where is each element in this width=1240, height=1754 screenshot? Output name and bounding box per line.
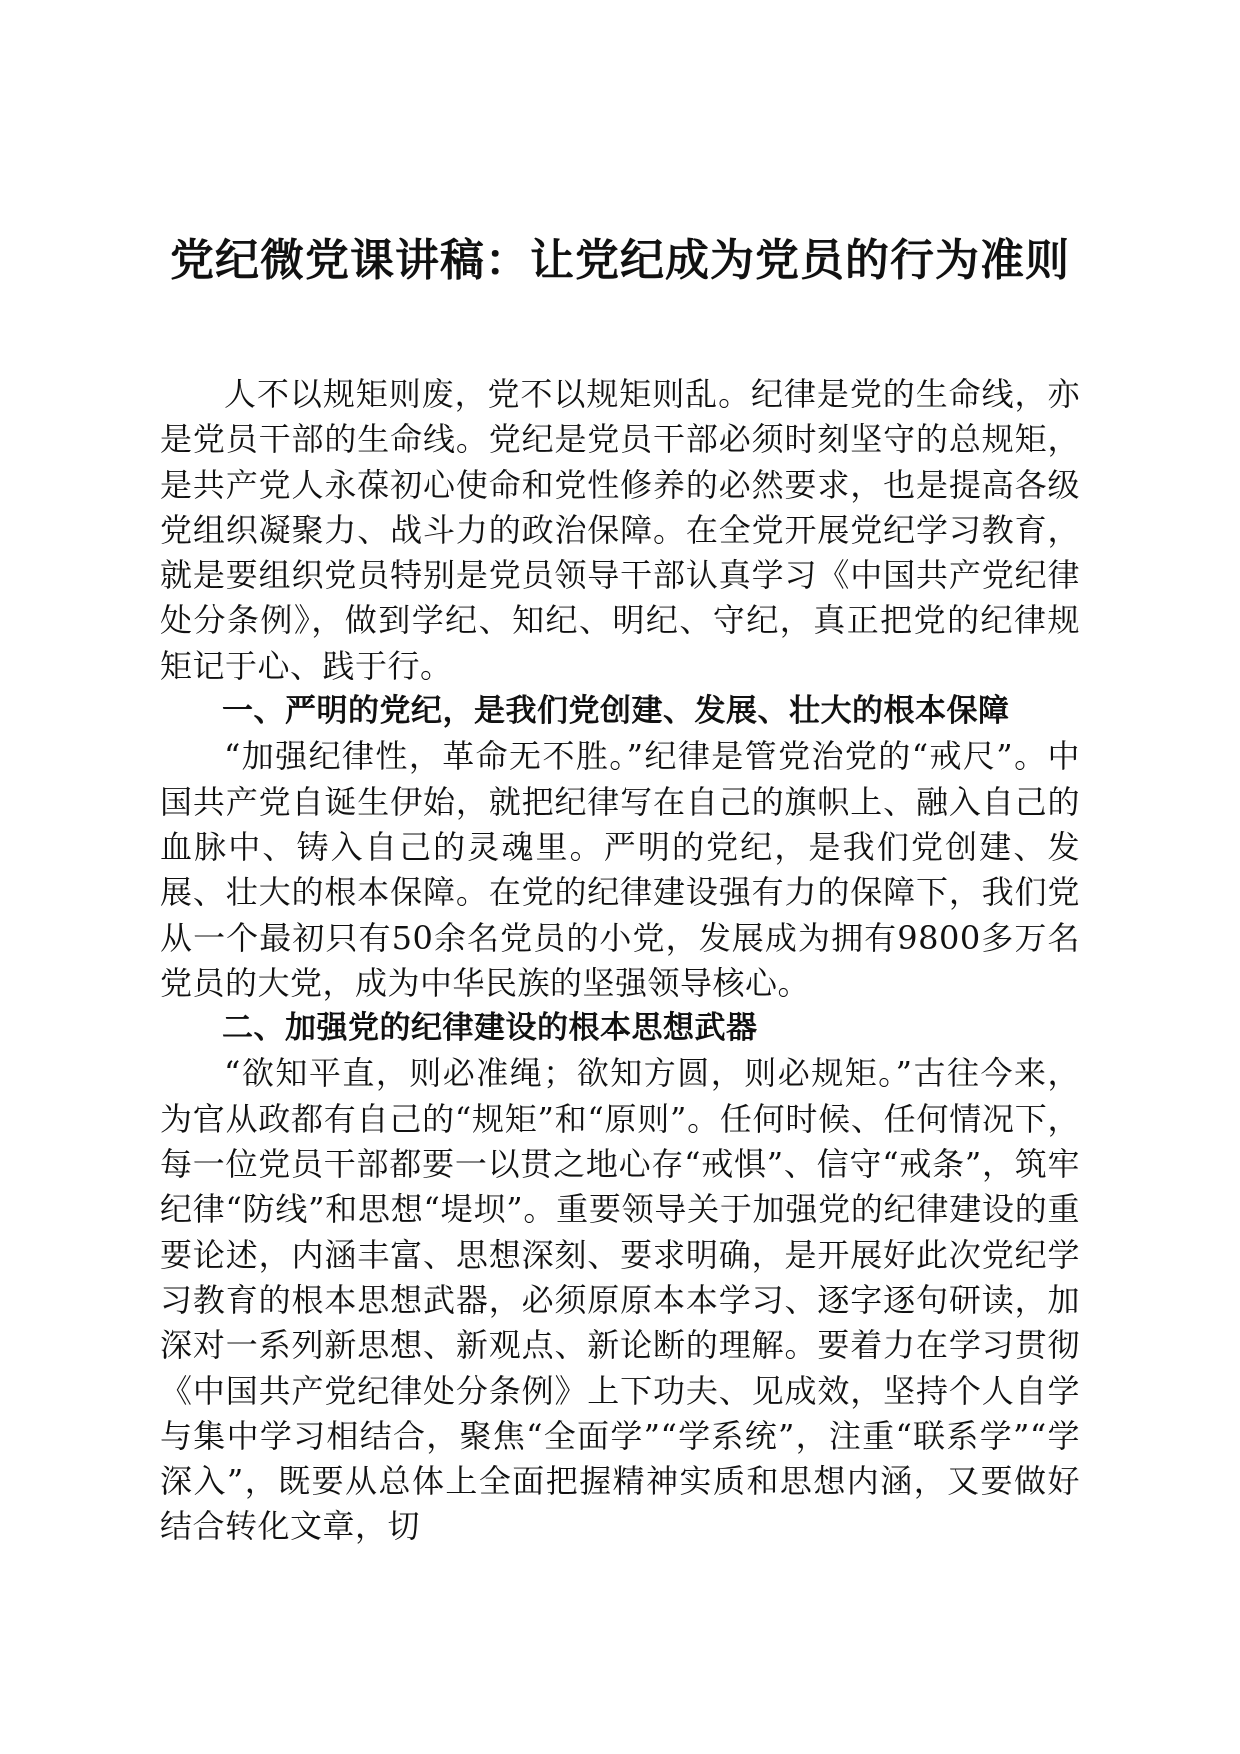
section-2-heading: 二、加强党的纪律建设的根本思想武器 — [222, 1010, 758, 1047]
section-2-paragraph: “欲知平直，则必准绳；欲知方圆，则必规矩。”古往今来，为官从政都有自己的“规矩”和“原则”。任何时候、任何情况下，每一位党员干部都要一以贯之地心存“戒惧”、信守“戒条”，筑牢纪律“防线”和思想“堤坝”。重要领导关于加强党的纪律建设的重要论述，内涵丰富、思想深刻、要求明确，是开展好此次党纪学习教育的根本思想武器，必须原原本本学习、逐字逐句研读，加深对一系列新思想、新观点、新论断的理解。要着力在学习贯彻《中国共产党纪律处分条例》上下功夫、见成效，坚持个人自学与集中学习相结合，聚焦“全面学”“学系统”，注重“联系学”“学深入”，既要从总体上全面把握精神实质和思想内涵，又要做好结合转化文章，切 — [160, 1054, 1080, 1546]
document-page — [160, 228, 1080, 1550]
section-1-paragraph: “加强纪律性，革命无不胜。”纪律是管党治党的“戒尺”。中国共产党自诞生伊始，就把纪律写在自己的旗帜上、融入自己的血脉中、铸入自己的灵魂里。严明的党纪，是我们党创建、发展、壮大的根本保障。在党的纪律建设强有力的保障下，我们党从一个最初只有50余名党员的小党，发展成为拥有9800多万名党员的大党，成为中华民族的坚强领导核心。 — [160, 737, 1080, 1002]
document-title: 党纪微党课讲稿：让党纪成为党员的行为准则 — [170, 235, 1070, 286]
section-1-heading: 一、严明的党纪，是我们党创建、发展、壮大的根本保障 — [222, 693, 1010, 730]
intro-paragraph: 人不以规矩则废，党不以规矩则乱。纪律是党的生命线，亦是党员干部的生命线。党纪是党员干部必须时刻坚守的总规矩，是共产党人永葆初心使命和党性修养的必然要求，也是提高各级党组织凝聚力、战斗力的政治保障。在全党开展党纪学习教育，就是要组织党员特别是党员领导干部认真学习《中国共产党纪律处分条例》，做到学纪、知纪、明纪、守纪，真正把党的纪律规矩记于心、践于行。 — [160, 375, 1080, 685]
